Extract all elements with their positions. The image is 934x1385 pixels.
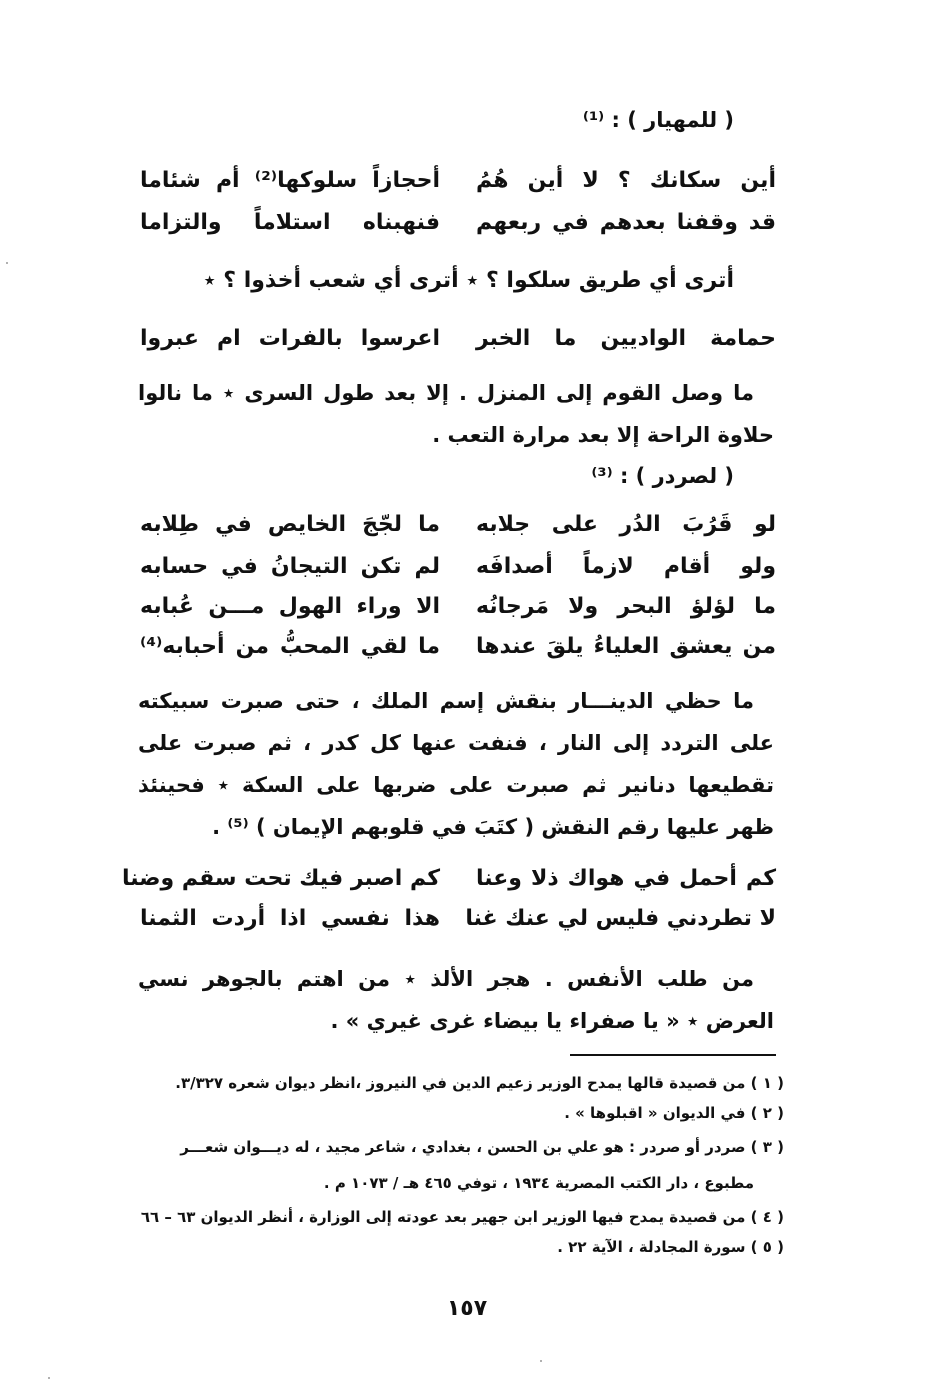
scan-speck	[6, 262, 8, 264]
prose-paragraph: ما حظي الدينـــار بنقش إسم الملك ، حتى صبرت سبيكته على التردد إلى النار ، فنفت عنها كل كدر ، ثم صبرت على تقطيعها دنانير ثم صبرت على ضربها على السكة ٭ فحينئذ ظهر عليها رقم النقش ( كتَبَ في قلوبهم الإيمان ) ⁽⁵⁾ .	[138, 689, 774, 839]
prose-paragraph: من طلب الأنفس . هجر الألذ ٭ من اهتم بالجوهر نسي العرض ٭ « يا صفراء يا بيضاء غرى غيري » .	[138, 967, 774, 1033]
verse-hemistich-right: ولو أقام لازماً أصدافَه	[476, 554, 776, 579]
verse-hemistich-left: اعرسوا بالفرات ام عبروا	[140, 326, 440, 351]
footnote-continuation: مطبوع ، دار الكتب المصرية ١٩٣٤ ، توفي ٤٦٥ هـ / ١٠٧٣ م .	[323, 1174, 754, 1192]
footnote: ( ٢ ) في الديوان « اقبلوها » .	[564, 1104, 784, 1122]
verse-hemistich-right: أين سكانك ؟ لا أين هُمُ	[476, 168, 776, 193]
verse-hemistich-left: ما لجّجَ الخايص في طِلابه	[140, 512, 440, 537]
verse-line	[140, 554, 776, 594]
verse-hemistich-left: لم تكن التيجانُ في حسابه	[140, 554, 440, 579]
poet-heading-mihyar: ( للمهيار ) : ⁽¹⁾	[582, 108, 734, 132]
footnote-divider	[570, 1054, 776, 1056]
verse-hemistich-right: لو قَرُبَ الدُر على جلابه	[476, 512, 776, 537]
footnote: ( ٣ ) صردر أو صردر : هو علي بن الحسن ، بغدادي ، شاعر مجيد ، له ديـــوان شعـــر	[180, 1138, 784, 1156]
verse-hemistich-right: لا تطردني فليس لي عنك غنا	[465, 906, 776, 931]
poet-heading-sardar: ( لصردر ) : ⁽³⁾	[591, 464, 734, 488]
verse-hemistich-left: هذا نفسي اذا أردت الثمنا	[140, 906, 440, 931]
verse-hemistich-right: ما لؤلؤ البحر ولا مَرجانُه	[476, 594, 776, 619]
verse-line	[140, 326, 776, 366]
verse-line	[140, 594, 776, 634]
verse-hemistich-right: حمامة الواديين ما الخبر	[476, 326, 776, 351]
footnote: ( ٤ ) من قصيدة يمدح فيها الوزير ابن جهير بعد عودته إلى الوزارة ، أنظر الديوان ٦٣ – ٦٦	[140, 1208, 784, 1226]
page-number: ١٥٧	[446, 1296, 488, 1321]
verse-hemistich-right: كم أحمل في هواك ذلا وعنا	[476, 866, 776, 891]
scan-speck	[540, 1360, 542, 1362]
scan-speck	[48, 1377, 50, 1379]
prose-paragraph: ما وصل القوم إلى المنزل . إلا بعد طول السرى ٭ ما نالوا حلاوة الراحة إلا بعد مرارة التعب .	[138, 381, 774, 447]
verse-line	[140, 512, 776, 552]
verse-hemistich-right: من يعشق العلياءُ يلقَ عندها	[476, 634, 776, 659]
verse-line	[140, 168, 776, 208]
verse-hemistich-left: كم اصبر فيك تحت سقم وضنا	[122, 866, 440, 891]
verse-line	[140, 634, 776, 674]
verse-hemistich-left: فنهبناه استلاماً والتزاما	[140, 210, 440, 235]
verse-line	[140, 906, 776, 946]
footnote: ( ٥ ) سورة المجادلة ، الآية ٢٢ .	[557, 1238, 784, 1256]
verse-hemistich-left: الا وراء الهول مـــن عُبابه	[140, 594, 440, 619]
verse-line	[122, 866, 776, 906]
footnote: ( ١ ) من قصيدة قالها يمدح الوزير زعيم الدين في النيروز ،انظر ديوان شعره ٣/٣٢٧.	[175, 1074, 784, 1092]
verse-hemistich-right: قد وقفنا بعدهم في ربعهم	[476, 210, 776, 235]
verse-hemistich-left: أحجازاً سلوكها⁽²⁾ أم شئاما	[140, 168, 440, 193]
verse-line	[140, 210, 776, 250]
question-line: أترى أي طريق سلكوا ؟ ٭ أترى أي شعب أخذوا ؟ ٭	[203, 268, 734, 293]
verse-hemistich-left: ما لقي المحبُّ من أحبابه⁽⁴⁾	[140, 634, 440, 659]
